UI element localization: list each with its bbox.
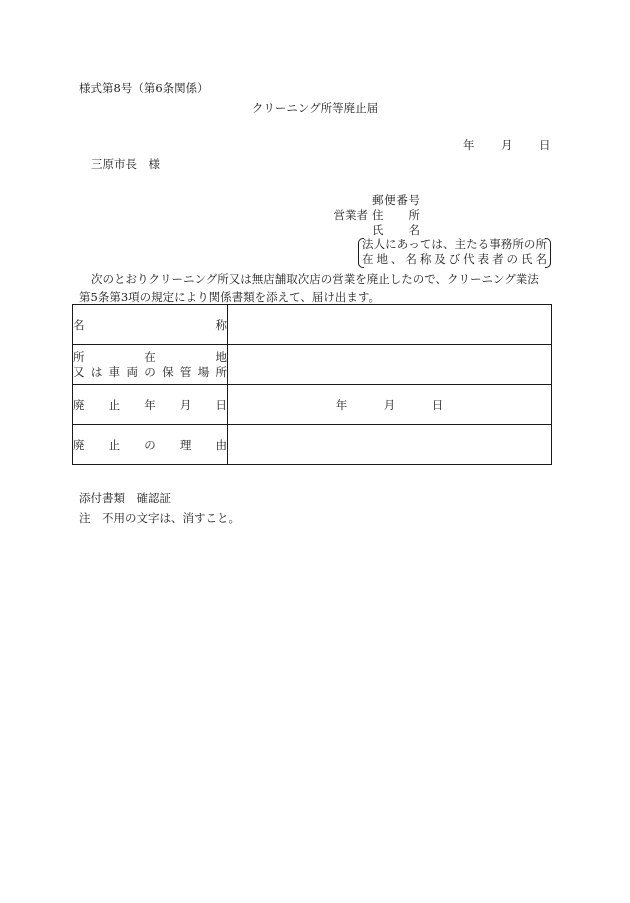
document-title: クリーニング所等廃止届	[251, 101, 379, 115]
recipient: 三原市長 様	[91, 157, 160, 171]
declaration-line-1: 次のとおりクリーニング所又は無店舗取次店の営業を廃止したので、クリーニング業法	[91, 272, 539, 286]
name-label: 氏 名	[372, 222, 420, 237]
corporation-note-line2: 在 地 、 名 称 及 び 代 表 者 の 氏 名	[362, 252, 547, 266]
corporation-note-line1: 法 人 に あ っ て は 、 主 た る 事 務 所 の 所	[362, 237, 547, 251]
form-number: 様式第8号（第6条関係）	[79, 81, 209, 95]
date-day-label: 日	[539, 138, 551, 152]
date-year-label: 年	[463, 138, 475, 152]
closure-reason-label: 廃 止 の 理 由	[73, 425, 228, 465]
declaration-text	[79, 270, 553, 306]
declaration-line-2: 第5条第3項の規定により関係書類を添えて、届け出ます。	[79, 290, 380, 304]
corporation-note	[358, 237, 551, 267]
location-label: 所 在 地 又 は 車 両 の 保 管 場 所	[73, 345, 228, 385]
address-label: 住 所	[372, 207, 420, 222]
postal-code-label: 郵 便 番 号	[372, 192, 420, 207]
closure-day-label: 日	[431, 397, 444, 412]
footnote: 注 不用の文字は、消すこと。	[79, 511, 240, 525]
facility-name-field[interactable]	[228, 305, 552, 345]
location-field[interactable]	[228, 345, 552, 385]
closure-details-table	[72, 304, 552, 465]
submission-date	[463, 138, 551, 152]
closure-reason-field[interactable]	[228, 425, 552, 465]
closure-date-field[interactable]	[228, 385, 552, 425]
attached-documents: 添付書類 確認証	[79, 491, 171, 505]
business-operator-label: 営業者	[333, 207, 368, 222]
facility-name-label: 名 称	[73, 305, 228, 345]
date-month-label: 月	[501, 138, 513, 152]
closure-month-label: 月	[383, 397, 396, 412]
closure-year-label: 年	[335, 397, 348, 412]
closure-date-label: 廃 止 年 月 日	[73, 385, 228, 425]
applicant-block	[322, 192, 420, 237]
